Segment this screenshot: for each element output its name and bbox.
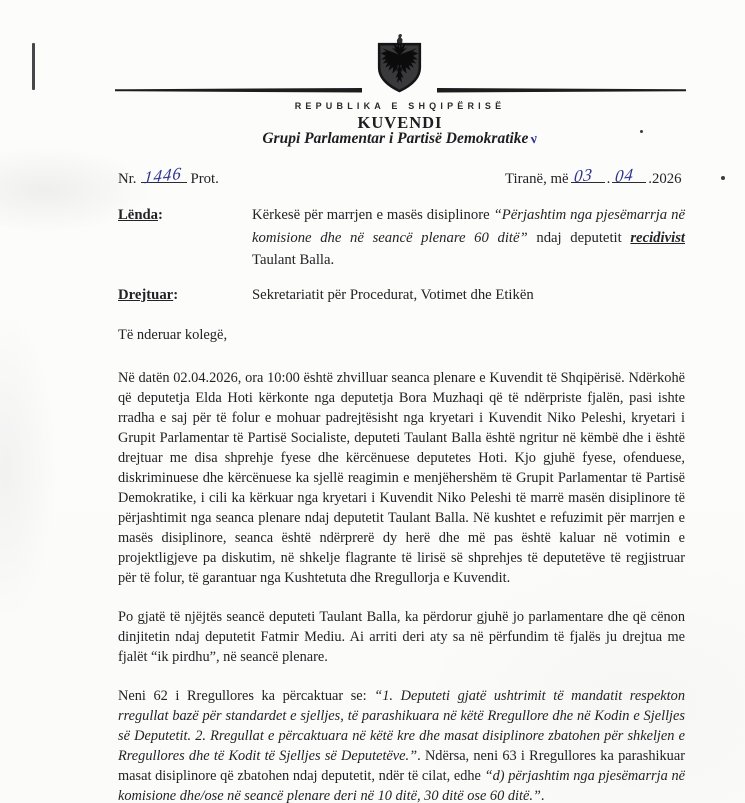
p3-rule-quote-2: “d) përjashtim nga pjesëmarrja në komisione dhe/ose në seancë plenare deri në 10 ditë, 30 ditë ose 60 ditë.”	[118, 768, 686, 803]
subject-recidivist: recidivist	[630, 229, 685, 246]
date-separator: .	[606, 171, 611, 187]
body-paragraph-3	[118, 686, 685, 803]
subject-row	[118, 204, 685, 272]
handwritten-day: 03	[572, 164, 594, 187]
subject-label-colon: :	[158, 207, 163, 223]
institution-title: KUVENDI	[357, 113, 443, 132]
prot-label: Prot.	[190, 171, 219, 187]
addressee-label-colon: :	[173, 287, 179, 303]
subject-text-post: Taulant Balla.	[252, 252, 335, 269]
p3-pre: Neni 62 i Rregullores ka përcaktuar se:	[118, 688, 375, 704]
nr-label: Nr.	[118, 171, 137, 187]
handwritten-check-mark: ν	[529, 131, 540, 148]
scan-artifact-line	[32, 43, 35, 90]
header-rule-right	[437, 88, 686, 93]
handwritten-protocol-number: 1446	[142, 163, 183, 188]
party-group-title	[115, 130, 685, 148]
protocol-number-slot	[141, 163, 187, 188]
republic-title: REPUBLIKA E SHQIPËRISË	[294, 101, 506, 111]
protocol-number-line	[118, 163, 219, 188]
year-text: .2026	[648, 171, 682, 187]
p3-post: .	[540, 788, 545, 803]
ink-speck	[721, 176, 725, 180]
subject-label	[118, 204, 163, 227]
city-date-label: Tiranë, më	[505, 171, 569, 187]
handwritten-month: 04	[614, 164, 636, 187]
day-slot	[571, 164, 605, 187]
p3-mid: . Ndërsa, neni 63 i Rregullores ka parashikuar masat disiplinore që zbatohen ndaj deputetit, ndër të cilat, edhe	[118, 748, 685, 784]
subject-label-text: Lënda	[118, 207, 158, 223]
addressee-row	[118, 284, 685, 307]
date-line	[505, 164, 682, 188]
subject-text-pre: Kërkesë për marrjen e masës disiplinore	[252, 207, 494, 223]
subject-text-mid: ndaj deputetit	[527, 229, 631, 246]
addressee-label-text: Drejtuar	[118, 287, 174, 303]
addressee-label	[118, 284, 178, 307]
subject-text	[252, 204, 685, 272]
month-slot	[612, 164, 646, 187]
party-group-text: Grupi Parlamentar i Partisë Demokratike	[262, 130, 529, 147]
subject-measure-quote: “Përjashtim nga pjesëmarrja në komisione dhe në seancë plenare 60 ditë”	[252, 207, 685, 246]
header-rule-left	[115, 88, 362, 93]
p3-rule-quote-1: “1. Deputeti gjatë ushtrimit të mandatit respekton rregullat bazë për standardet e sjelljes, të parashikuara në këtë Rregullore dhe në Kodin e Sjelljes së Deputetit. 2. Rregullat e përcaktuara në këtë kre dhe masat disiplinore zbatohen për shkeljen e Rregullores dhe të Kodit të Sjelljes së Deputetëve.”	[118, 688, 686, 764]
salutation: Të nderuar kolegë,	[118, 327, 228, 343]
albania-double-headed-eagle-emblem-icon	[373, 33, 426, 93]
body-paragraph-1: Në datën 02.04.2026, ora 10:00 është zhvilluar seanca plenare e Kuvendit të Shqipërisë. Ndërkohë që deputetja Elda Hoti kërkonte nga deputetja Bora Muzhaqi që të ndërpriste fjalën, pasi ishte rradha e saj për të folur e mohuar padrejtësisht nga kryetari i Kuvendit Niko Peleshi, kryetari i Grupit Parlamentar të Partisë Socialiste, deputeti Taulant Balla është ngritur në këmbë dhe i është drejtuar me disa shprehje fyese dhe kërcënuese deputetes Hoti. Kjo gjuhë fyese, ofenduese, diskriminuese dhe kërcënuese ka sjellë reagimin e menjëhershëm të Grupit Parlamentar të Partisë Demokratike, i cili ka kërkuar nga kryetari i Kuvendit Niko Peleshi të marrë masën disiplinore të përjashtimit nga seanca plenare ndaj deputetit Taulant Balla. Në kushtet e refuzimit për marrjen e masës disiplinore, seanca është ndërprerë dy herë dhe më pas është kaluar në votimin e projektligjeve pa diskutim, në shkelje flagrante të lirisë së shprehjes të deputetëve të regjistruar për të folur, të garantuar nga Kushtetuta dhe Rregullorja e Kuvendit.	[118, 370, 685, 586]
body-paragraph-2: Po gjatë të njëjtës seancë deputeti Taulant Balla, ka përdorur gjuhë jo parlamentare dhe që cënon dinjitetin ndaj deputetit Fatmir Mediu. Ai arriti deri aty sa në përfundim të fjalës ju drejtua me fjalët “ik pirdhu”, në seancë plenare.	[118, 609, 685, 665]
addressee-text: Sekretariatit për Procedurat, Votimet dhe Etikën	[252, 287, 534, 303]
